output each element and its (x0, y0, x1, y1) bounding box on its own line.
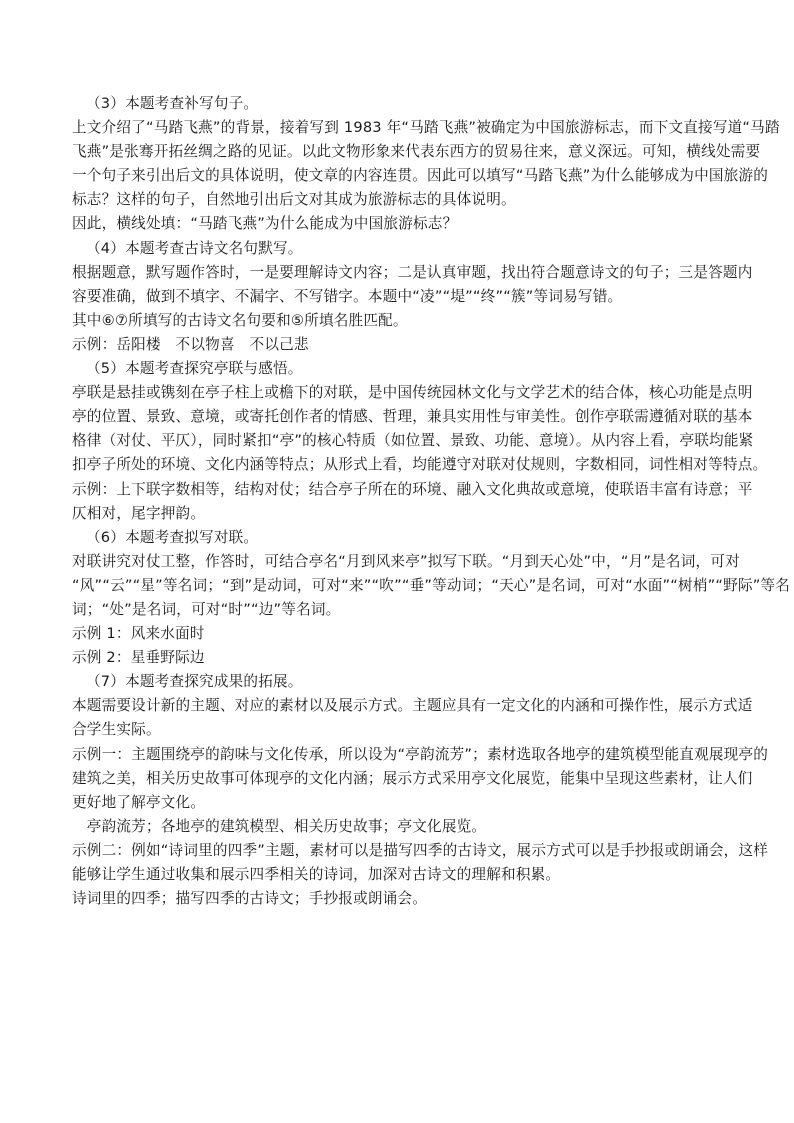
example-line: 示例一：主题围绕亭的韵味与文化传承，所以设为“亭韵流芳”；素材选取各地亭的建筑模型能直观展现亭的 (72, 745, 769, 763)
paragraph-line: 格律（对仗、平仄），同时紧扣“亭”的核心特质（如位置、景致、功能、意境）。从内容上看，亭联均能紧 (72, 432, 754, 450)
paragraph-line: “风”“云”“星”等名词；“到”是动词，可对“来”“吹”“垂”等动词；“天心”是名词，可对“水面”“树梢”“野际”等名 (72, 576, 791, 594)
paragraph-line: 亭联是悬挂或镌刻在亭子柱上或檐下的对联，是中国传统园林文化与文学艺术的结合体，核心功能是点明 (72, 384, 753, 402)
paragraph-line: 一个句子来引出后文的具体说明，使文章的内容连贯。因此可以填写“马踏飞燕”为什么能够成为中国旅游的 (72, 167, 769, 185)
example-line: 示例：上下联字数相等，结构对仗；结合亭子所在的环境、融入文化典故或意境，使联语丰富有诗意；平 (72, 480, 753, 498)
paragraph-line: 飞燕”是张骞开拓丝绸之路的见证。以此文物形象来代表东西方的贸易往来，意义深远。可知，横线处需要 (72, 143, 761, 161)
example-line: 示例二：例如“诗词里的四季”主题，素材可以是描写四季的古诗文，展示方式可以是手抄报或朗诵会，这样 (72, 841, 769, 859)
paragraph-line: 其中⑥⑦所填写的古诗文名句要和⑤所填名胜匹配。 (72, 311, 408, 329)
section-4-heading: （4）本题考查古诗文名句默写。 (86, 239, 303, 257)
paragraph-line: 根据题意，默写题作答时，一是要理解诗文内容；二是认真审题，找出符合题意诗文的句子；三是答题内 (72, 263, 753, 281)
paragraph-line: 建筑之美，相关历史故事可体现亭的文化内涵；展示方式采用亭文化展览，能集中呈现这些素材，让人们 (72, 769, 753, 787)
document-body (72, 92, 791, 911)
paragraph-line: 上文介绍了“马踏飞燕”的背景，接着写到 1983 年“马踏飞燕”被确定为中国旅游标志，而下文直接写道“马踏 (72, 119, 780, 137)
answer-line: 因此，横线处填：“马踏飞燕”为什么能成为中国旅游标志？ (72, 215, 458, 233)
section-5-heading: （5）本题考查探究亭联与感悟。 (86, 360, 303, 378)
answer-line: 诗词里的四季；描写四季的古诗文；手抄报或朗诵会。 (72, 890, 428, 908)
example-line: 仄相对，尾字押韵。 (72, 504, 206, 522)
paragraph-line: 本题需要设计新的主题、对应的素材以及展示方式。主题应具有一定文化的内涵和可操作性，展示方式适 (72, 697, 753, 715)
section-7-heading: （7）本题考查探究成果的拓展。 (86, 673, 303, 691)
example-line: 示例：岳阳楼 不以物喜 不以己悲 (72, 335, 309, 353)
section-6-heading: （6）本题考查拟写对联。 (86, 528, 259, 546)
example-line: 示例 1：风来水面时 (72, 625, 205, 643)
paragraph-line: 合学生实际。 (72, 721, 161, 739)
paragraph-line: 容要准确，做到不填字、不漏字、不写错字。本题中“凌”“堤”“终”“簇”等词易写错。 (72, 287, 623, 305)
example-line: 示例 2：星垂野际边 (72, 649, 205, 667)
paragraph-line: 亭的位置、景致、意境，或寄托创作者的情感、哲理，兼具实用性与审美性。创作亭联需遵循对联的基本 (72, 408, 753, 426)
answer-line: 亭韵流芳；各地亭的建筑模型、相关历史故事；亭文化展览。 (72, 817, 487, 835)
paragraph-line: 能够让学生通过收集和展示四季相关的诗词，加深对古诗文的理解和积累。 (72, 866, 561, 883)
paragraph-line: 词；“处”是名词，可对“时”“边”等名词。 (72, 600, 341, 618)
paragraph-line: 标志？这样的句子，自然地引出后文对其成为旅游标志的具体说明。 (72, 191, 516, 209)
paragraph-line: 更好地了解亭文化。 (72, 793, 206, 811)
section-3-heading: （3）本题考查补写句子。 (86, 95, 259, 112)
paragraph-line: 对联讲究对仗工整，作答时，可结合亭名“月到风来亭”拟写下联。“月到天心处”中，“月”是名词，可对 (72, 552, 740, 570)
paragraph-line: 扣亭子所处的环境、文化内涵等特点；从形式上看，均能遵守对联对仗规则，字数相同，词性相对等特点。 (72, 456, 768, 474)
